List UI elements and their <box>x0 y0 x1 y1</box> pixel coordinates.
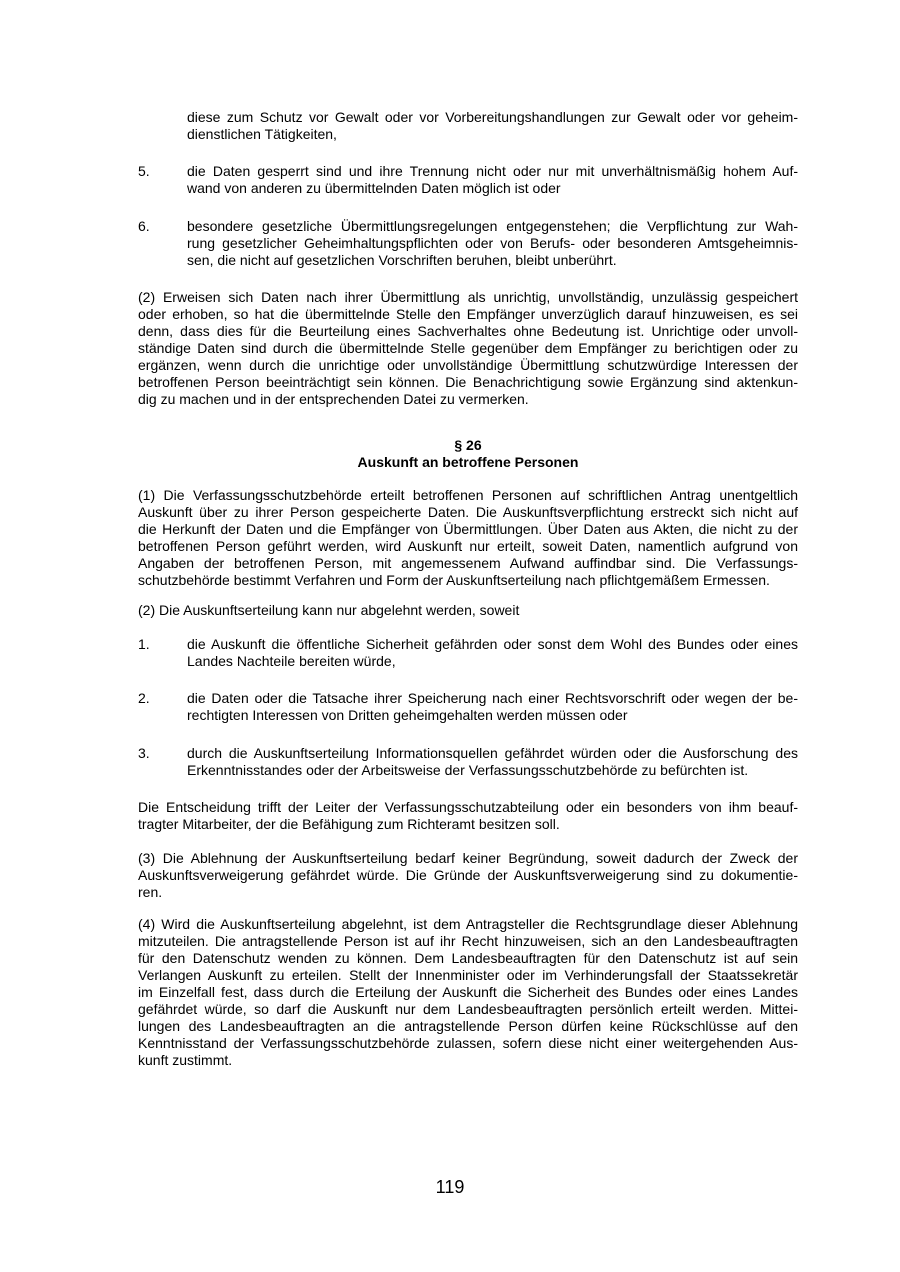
text-line: besondere gesetzliche Übermittlungsregelungen entgegenstehen; die Verpflichtung zur Wah- <box>187 218 798 234</box>
text-line: (4) Wird die Auskunftserteilung abgelehnt, ist dem Antragsteller die Rechtsgrundlage dieser Ablehnung <box>138 916 798 932</box>
text-line: schutzbehörde bestimmt Verfahren und Form der Auskunftserteilung nach pflichtgemäßem Ermessen. <box>138 572 770 588</box>
text-line: betroffenen Person geführt werden, wird Auskunft nur erteilt, soweit Daten, namentlich aufgrund von <box>138 538 798 554</box>
text-line: Auskunft über zu ihrer Person gespeicherte Daten. Die Auskunftsverpflichtung erstreckt sich nicht auf <box>138 504 798 520</box>
text-line: denn, dass dies für die Beurteilung eines Sachverhaltes ohne Bedeutung ist. Unrichtige oder unvoll- <box>138 323 798 339</box>
text-line: tragter Mitarbeiter, der die Befähigung zum Richteramt besitzen soll. <box>138 816 560 832</box>
list-number: 6. <box>138 218 150 234</box>
paragraph-26-2-intro: (2) Die Auskunftserteilung kann nur abgelehnt werden, soweit <box>138 602 520 618</box>
paragraph-26-1 <box>138 487 798 589</box>
text-line: mitzuteilen. Die antragstellende Person ist auf ihr Recht hinzuweisen, sich an den Landesbeauftragten <box>138 933 798 949</box>
text-line: diese zum Schutz vor Gewalt oder vor Vorbereitungshandlungen zur Gewalt oder vor geheim- <box>187 109 798 125</box>
text-line: (1) Die Verfassungsschutzbehörde erteilt betroffenen Personen auf schriftlichen Antrag unentgeltlich <box>138 487 798 503</box>
list-item <box>187 163 798 197</box>
text-line: ständige Daten sind durch die übermittelnde Stelle gegenüber dem Empfänger zu berichtigen oder zu <box>138 340 798 356</box>
list-item <box>187 636 798 670</box>
text-line: ren. <box>138 884 163 900</box>
text-line: wand von anderen zu übermittelnden Daten möglich ist oder <box>187 180 561 196</box>
text-line: Landes Nachteile bereiten würde, <box>187 653 396 669</box>
text-line: rung gesetzlicher Geheimhaltungspflichten oder von Berufs- oder besonderen Amtsgeheimnis- <box>187 235 798 251</box>
list-item <box>187 218 798 269</box>
text-line: sen, die nicht auf gesetzlichen Vorschriften beruhen, bleibt unberührt. <box>187 252 617 268</box>
section-number: § 26 <box>454 437 482 453</box>
text-line: oder erhoben, so hat die übermittelnde Stelle den Empfänger unverzüglich darauf hinzuweisen, es sei <box>138 306 798 322</box>
text-line: rechtigten Interessen von Dritten geheimgehalten werden müssen oder <box>187 707 628 723</box>
list-number: 5. <box>138 163 150 179</box>
text-line: kunft zustimmt. <box>138 1052 233 1068</box>
text-line: die Daten gesperrt sind und ihre Trennung nicht oder nur mit unverhältnismäßig hohem Auf- <box>187 163 798 179</box>
text-line: lungen des Landesbeauftragten an die antragstellende Person dürfen keine Rückschlüsse auf den <box>138 1018 798 1034</box>
list-item <box>187 745 798 779</box>
text-line: durch die Auskunftserteilung Informationsquellen gefährdet würden oder die Ausforschung des <box>187 745 798 761</box>
text-line: Erkenntnisstandes oder der Arbeitsweise der Verfassungsschutzbehörde zu befürchten ist. <box>187 762 749 778</box>
text-line: die Daten oder die Tatsache ihrer Speicherung nach einer Rechtsvorschrift oder wegen der be- <box>187 690 798 706</box>
list-number: 3. <box>138 745 150 761</box>
list-number: 2. <box>138 690 150 706</box>
list-number: 1. <box>138 636 150 652</box>
text-line: Angaben der betroffenen Person, mit angemessenem Aufwand auffindbar sind. Die Verfassungs- <box>138 555 798 571</box>
text-line: betroffenen Person beeinträchtigt sein können. Die Benachrichtigung sowie Ergänzung sind aktenkun- <box>138 374 798 390</box>
text-line: (2) Erweisen sich Daten nach ihrer Übermittlung als unrichtig, unvollständig, unzulässig gespeichert <box>138 289 798 305</box>
text-line: im Einzelfall fest, dass durch die Erteilung der Auskunft die Sicherheit des Bundes oder eines Landes <box>138 984 798 1000</box>
text-line: Die Entscheidung trifft der Leiter der Verfassungsschutzabteilung oder ein besonders von ihm beauf- <box>138 799 798 815</box>
text-line: dienstlichen Tätigkeiten, <box>187 126 337 142</box>
paragraph-26-4 <box>138 916 798 1069</box>
section-title: Auskunft an betroffene Personen <box>357 454 579 470</box>
text-line: ergänzen, wenn durch die unrichtige oder unvollständige Übermittlung schutzwürdige Interessen der <box>138 357 798 373</box>
text-line: dig zu machen und in der entsprechenden Datei zu vermerken. <box>138 391 529 407</box>
text-line: die Herkunft der Daten und die Empfänger von Übermittlungen. Über Daten aus Akten, die nicht zu der <box>138 521 798 537</box>
text-line: Kenntnisstand der Verfassungsschutzbehörde zulassen, sofern diese nicht einer weitergehenden Aus- <box>138 1035 798 1051</box>
text-line: die Auskunft die öffentliche Sicherheit gefährden oder sonst dem Wohl des Bundes oder eines <box>187 636 798 652</box>
decision-paragraph <box>138 799 798 833</box>
page-number: 119 <box>435 1177 465 1197</box>
paragraph-26-3 <box>138 850 798 901</box>
text-line: gefährdet würde, so darf die Auskunft nur dem Landesbeauftragten persönlich erteilt werden. Mittei- <box>138 1001 798 1017</box>
text-line: Auskunftsverweigerung gefährdet würde. Die Gründe der Auskunftsverweigerung sind zu dokumentie- <box>138 867 798 883</box>
list-item-continuation <box>187 109 798 143</box>
text-line: Verlangen Auskunft zu erteilen. Stellt der Innenminister oder im Verhinderungsfall der Staatssekretär <box>138 967 798 983</box>
text-line: (3) Die Ablehnung der Auskunftserteilung bedarf keiner Begründung, soweit dadurch der Zweck der <box>138 850 798 866</box>
paragraph-25-2 <box>138 289 798 408</box>
list-item <box>187 690 798 724</box>
text-line: für den Datenschutz wenden zu können. Dem Landesbeauftragten für den Datenschutz ist auf sein <box>138 950 798 966</box>
